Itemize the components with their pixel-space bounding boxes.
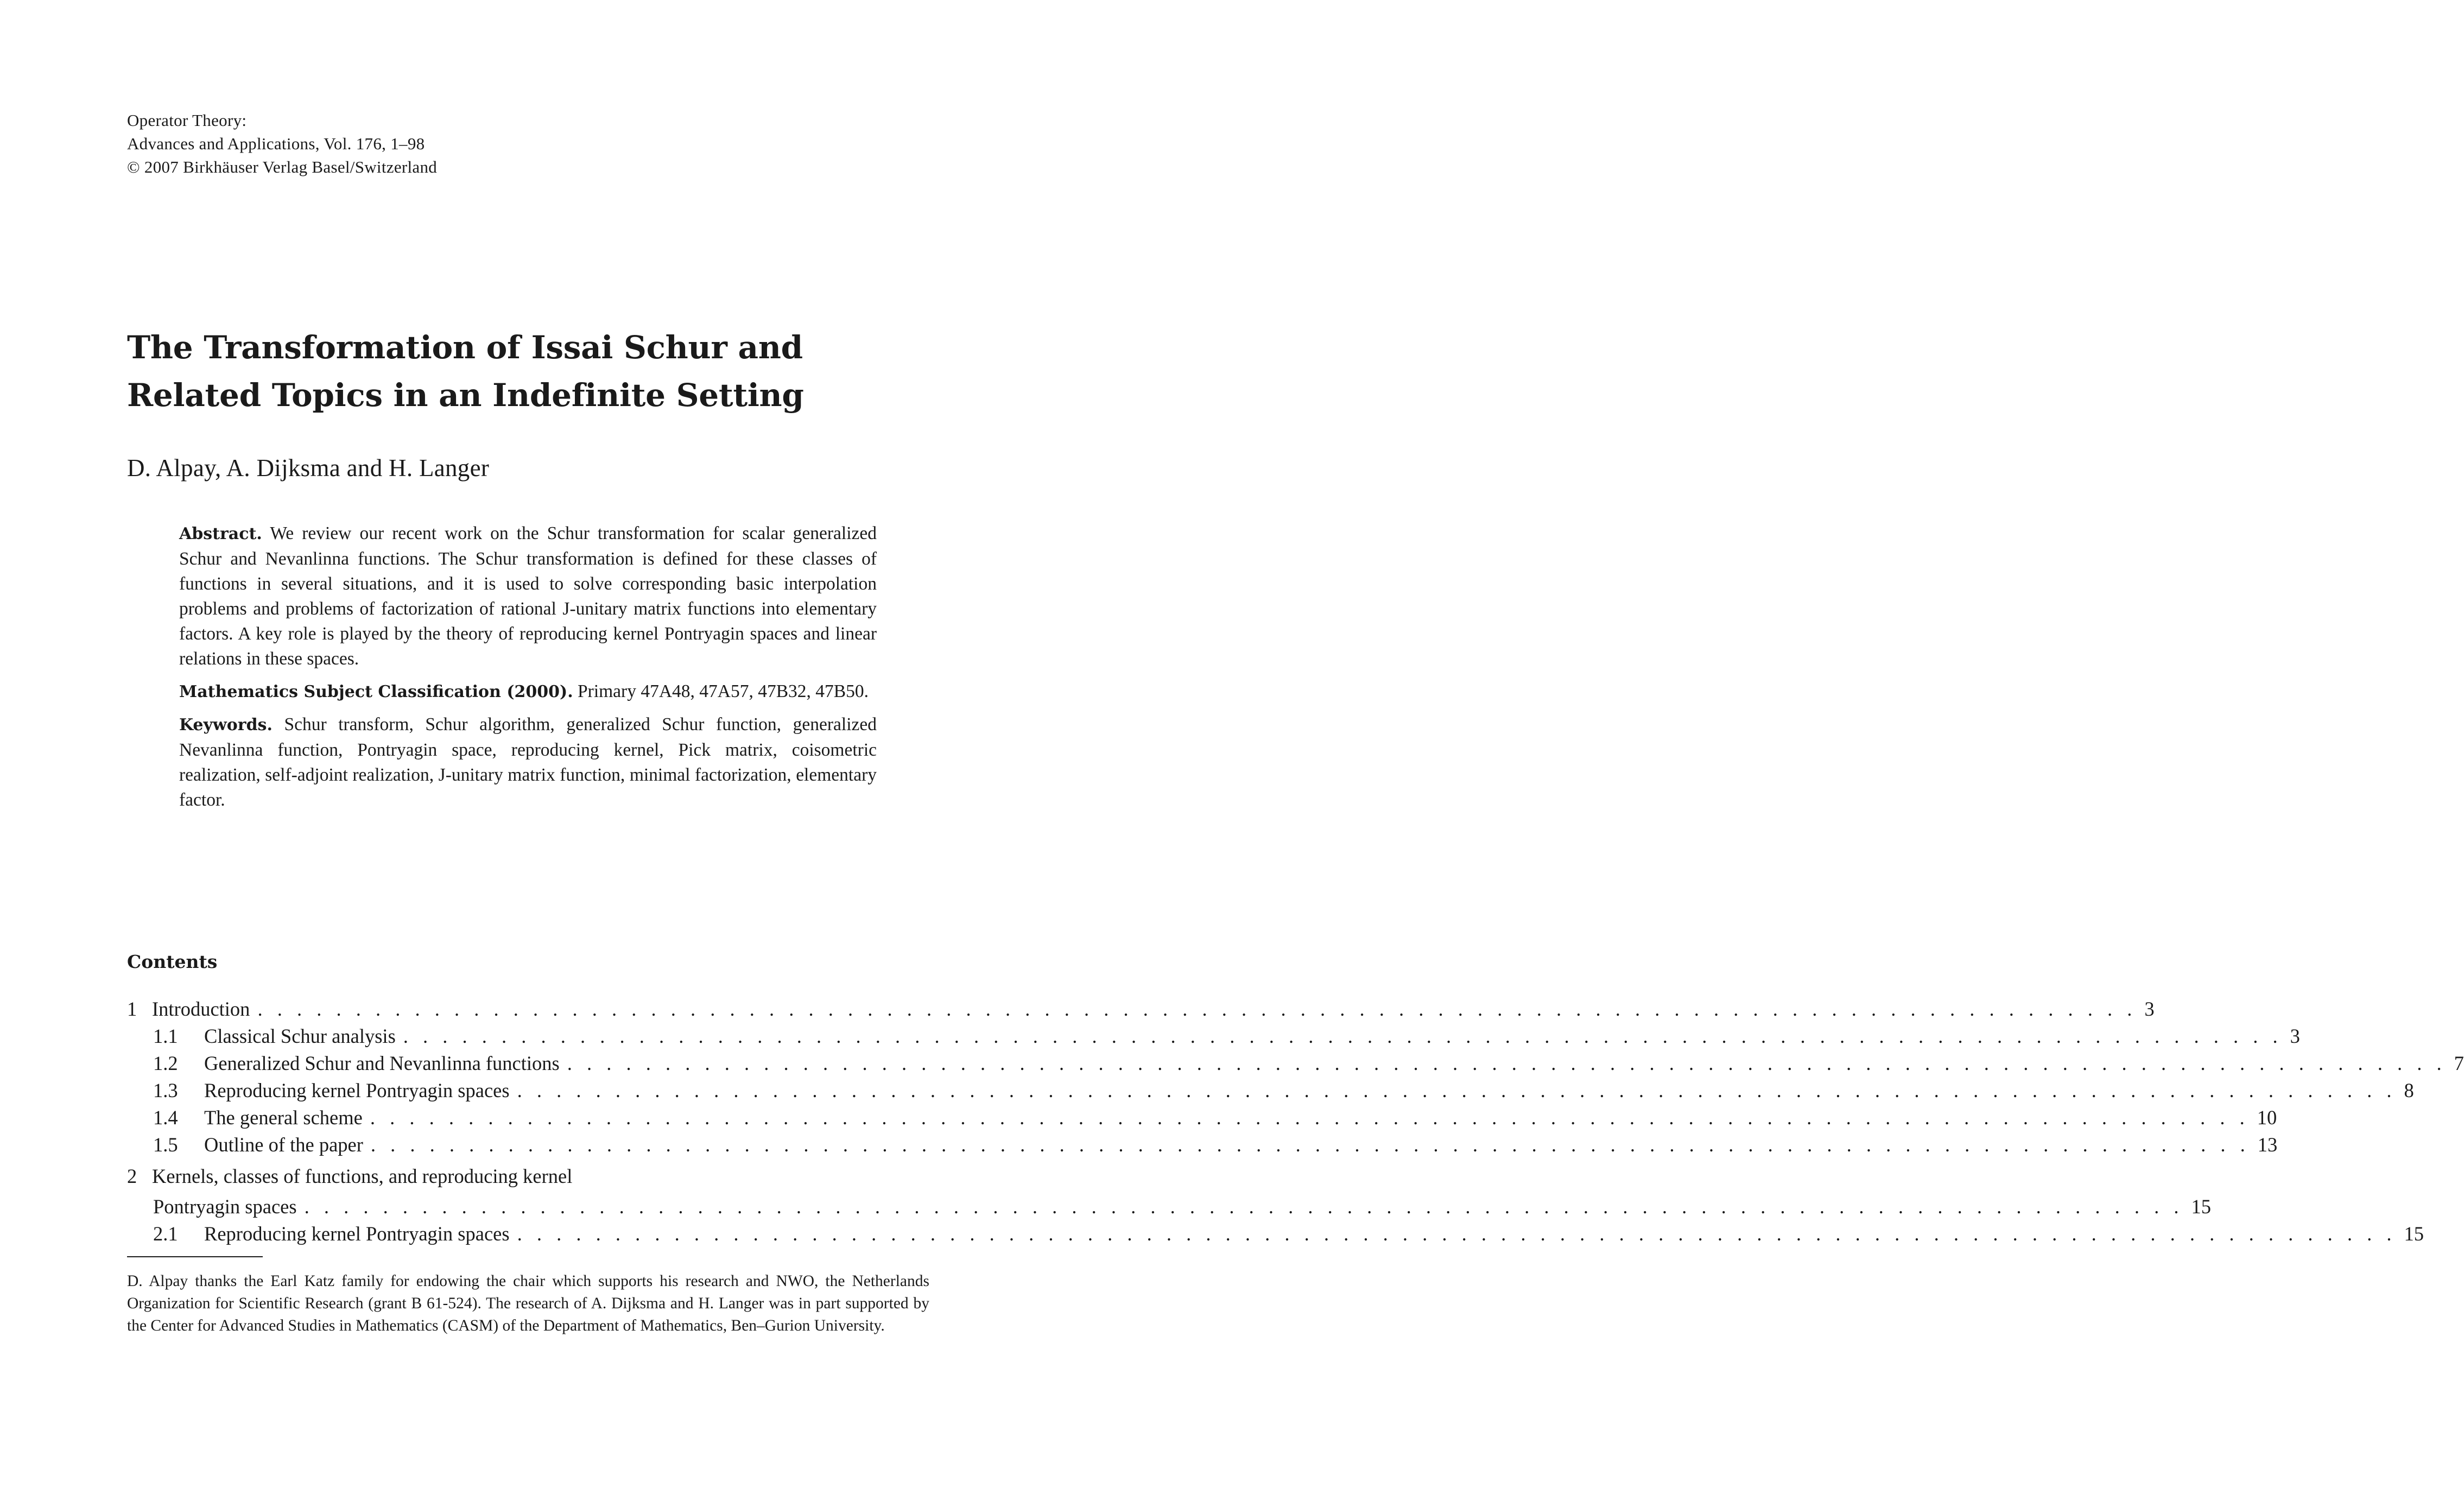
toc-leader-dots: . . . . . . . . . . . . . . . . . . . . . . . . . . . . . . . . . . . . . . . . . . . . . . . . . . . . . . . . . . . . . . . . . . . . . . . . . . . . . . . . . . . . . . . . . . . . . . . .	[257, 998, 2137, 1020]
journal-name-line: Operator Theory:	[127, 111, 247, 130]
toc-entry[interactable]	[127, 1163, 929, 1193]
abstract-text: We review our recent work on the Schur transformation for scalar generalized Schur and Nevanlinna functions. The Schur transformation is defined for these classes of functions in several situations, and it is used to solve corresponding basic interpolation problems and problems of factorization of rational J-unitary matrix functions into elementary factors. A key role is played by the theory of reproducing kernel Pontryagin spaces and linear relations in these spaces.	[179, 523, 877, 669]
msc-paragraph	[179, 679, 877, 705]
toc-leader-dots: . . . . . . . . . . . . . . . . . . . . . . . . . . . . . . . . . . . . . . . . . . . . . . . . . . . . . . . . . . . . . . . . . . . . . . . . . . . . . . . . . . . . . . . . . . . . . . . .	[403, 1025, 2283, 1047]
toc-entry-number: 1.3	[153, 1079, 178, 1101]
toc-leader-dots: . . . . . . . . . . . . . . . . . . . . . . . . . . . . . . . . . . . . . . . . . . . . . . . . . . . . . . . . . . . . . . . . . . . . . . . . . . . . . . . . . . . . . . . . . . . . . . . .	[370, 1106, 2250, 1129]
toc-entry-title-continued: Pontryagin spaces	[153, 1195, 297, 1218]
toc-entry-title: Outline of the paper	[204, 1134, 363, 1156]
toc-entry[interactable]	[127, 1131, 2278, 1158]
toc-entry-page: 8	[2404, 1079, 2414, 1101]
toc-entry-page: 13	[2257, 1134, 2278, 1156]
toc-leader-dots: . . . . . . . . . . . . . . . . . . . . . . . . . . . . . . . . . . . . . . . . . . . . . . . . . . . . . . . . . . . . . . . . . . . . . . . . . . . . . . . . . . . . . . . . . . . . . . . .	[517, 1223, 2397, 1245]
toc-entry[interactable]	[127, 1104, 2277, 1131]
toc-entry[interactable]	[127, 1220, 2424, 1248]
msc-text: Primary 47A48, 47A57, 47B32, 47B50.	[578, 681, 869, 701]
footnote-rule	[127, 1256, 263, 1257]
toc-entry-title: Reproducing kernel Pontryagin spaces	[204, 1223, 510, 1245]
toc-entry-number: 2	[127, 1165, 137, 1187]
toc-entry-number: 2.1	[153, 1223, 178, 1245]
toc-leader-dots: . . . . . . . . . . . . . . . . . . . . . . . . . . . . . . . . . . . . . . . . . . . . . . . . . . . . . . . . . . . . . . . . . . . . . . . . . . . . . . . . . . . . . . . . . . . . . . . .	[370, 1134, 2250, 1156]
toc-entry-page: 3	[2144, 998, 2155, 1020]
toc-entry-number: 1.5	[153, 1134, 178, 1156]
toc-entry-number: 1.2	[153, 1052, 178, 1074]
toc-leader-dots: . . . . . . . . . . . . . . . . . . . . . . . . . . . . . . . . . . . . . . . . . . . . . . . . . . . . . . . . . . . . . . . . . . . . . . . . . . . . . . . . . . . . . . . . . . . . . . . .	[567, 1052, 2447, 1074]
abstract-label: Abstract.	[179, 524, 262, 543]
paper-title-line-1: The Transformation of Issai Schur and	[127, 329, 803, 366]
toc-entry-page: 3	[2290, 1025, 2300, 1047]
keywords-label: Keywords.	[179, 715, 273, 734]
toc-entry-continuation[interactable]	[127, 1193, 2211, 1220]
toc-entry-title: Kernels, classes of functions, and reproducing kernel	[152, 1165, 573, 1187]
paper-title	[127, 324, 804, 419]
toc-entry-page: 7	[2454, 1052, 2464, 1074]
toc-entry-title: Classical Schur analysis	[204, 1025, 396, 1047]
journal-volume-line: Advances and Applications, Vol. 176, 1–98	[127, 134, 425, 153]
toc-entry-number: 1	[127, 998, 137, 1020]
footnote: D. Alpay thanks the Earl Katz family for endowing the chair which supports his research and NWO, the Netherlands Organization for Scientific Research (grant B 61-524). The research of A. Dijksma and H. Langer was in part supported by the Center for Advanced Studies in Mathematics (CASM) of the Department of Mathematics, Ben–Gurion University.	[127, 1272, 929, 1334]
toc-entry-title: The general scheme	[204, 1106, 363, 1129]
journal-header	[127, 109, 437, 179]
toc-entry-page: 10	[2257, 1106, 2277, 1129]
keywords-text: Schur transform, Schur algorithm, generalized Schur function, generalized Nevanlinna function, Pontryagin space, reproducing kernel, Pick matrix, coisometric realization, self-adjoint realization, J-unitary matrix function, minimal factorization, elementary factor.	[179, 714, 877, 810]
toc-entry[interactable]	[127, 1050, 2464, 1077]
toc-entry-title: Generalized Schur and Nevanlinna functions	[204, 1052, 560, 1074]
toc-entry[interactable]	[127, 996, 2155, 1023]
toc-entry[interactable]	[127, 1077, 2414, 1104]
table-of-contents	[127, 996, 2464, 1248]
toc-entry-page: 15	[2191, 1195, 2211, 1218]
toc-leader-dots: . . . . . . . . . . . . . . . . . . . . . . . . . . . . . . . . . . . . . . . . . . . . . . . . . . . . . . . . . . . . . . . . . . . . . . . . . . . . . . . . . . . . . . . . . . . . . . . .	[517, 1079, 2397, 1101]
msc-label: Mathematics Subject Classification (2000).	[179, 682, 573, 701]
toc-entry-title: Introduction	[152, 998, 250, 1020]
abstract-paragraph	[179, 521, 877, 672]
toc-entry-number: 1.4	[153, 1106, 178, 1129]
abstract-section	[179, 521, 877, 820]
toc-leader-dots: . . . . . . . . . . . . . . . . . . . . . . . . . . . . . . . . . . . . . . . . . . . . . . . . . . . . . . . . . . . . . . . . . . . . . . . . . . . . . . . . . . . . . . . . . . . . . . . .	[304, 1195, 2184, 1218]
keywords-paragraph	[179, 712, 877, 813]
paper-authors: D. Alpay, A. Dijksma and H. Langer	[127, 454, 490, 482]
toc-entry-title: Reproducing kernel Pontryagin spaces	[204, 1079, 510, 1101]
paper-title-line-2: Related Topics in an Indefinite Setting	[127, 377, 804, 414]
contents-heading: Contents	[127, 951, 218, 972]
toc-entry[interactable]	[127, 1023, 2300, 1050]
toc-entry-page: 15	[2404, 1223, 2424, 1245]
toc-entry-number: 1.1	[153, 1025, 178, 1047]
copyright-line: © 2007 Birkhäuser Verlag Basel/Switzerland	[127, 157, 438, 176]
